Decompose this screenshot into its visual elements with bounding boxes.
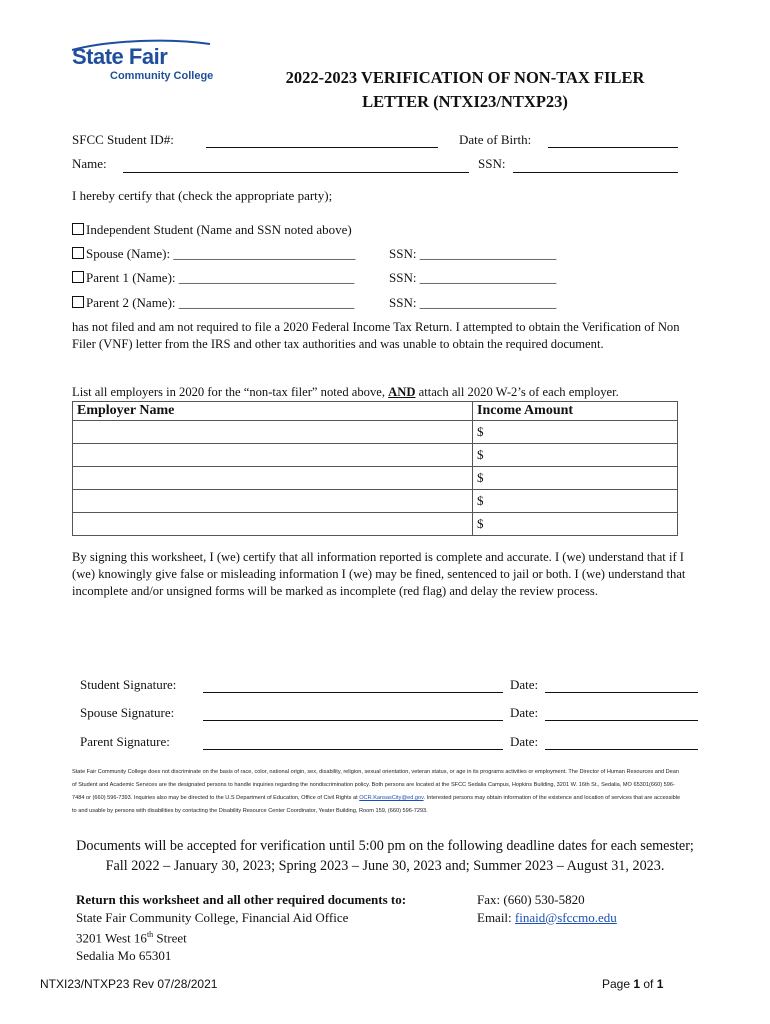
employer-name-cell[interactable] bbox=[73, 421, 473, 444]
parent-signature-label: Parent Signature: bbox=[80, 734, 170, 749]
college-logo-name: State Fair bbox=[72, 44, 168, 69]
parent-2-checkbox[interactable] bbox=[72, 296, 84, 308]
student-date-label: Date: bbox=[510, 677, 539, 692]
form-revision-id: NTXI23/NTXP23 Rev 07/28/2021 bbox=[40, 977, 218, 991]
ssn-label: SSN: bbox=[478, 156, 506, 171]
parent-2-ssn[interactable]: SSN: _____________________ bbox=[389, 295, 557, 310]
student-signature-field[interactable] bbox=[203, 692, 503, 693]
notice-part-1: State Fair Community College does not discriminate on the basis of race, color, national origin, sex, disability, religion, sexual orientation, veteran status, or age in its programs activities or employment. The Director of Human Resources and Dean of Student and Academic Services are the designated persons to handle inquiries regarding the nondiscrimination policy. Both persons are located at the SFCC Sedalia Campus, Hopkins Building, 3201 W. 16th St., Sedalia, MO 65301(660) 596-7484 or (660) 596-7393. Inquiries also may be directed to the U.S Department of Education, Office of Civil Rights at bbox=[72, 769, 680, 801]
employer-name-cell[interactable] bbox=[73, 467, 473, 490]
employer-name-cell[interactable] bbox=[73, 513, 473, 536]
parent-2-label: Parent 2 (Name): ___________________________ bbox=[86, 295, 355, 310]
email-label: Email: bbox=[477, 909, 515, 925]
employers-intro-before: List all employers in 2020 for the “non-tax filer” noted above, bbox=[72, 385, 389, 399]
page-num: 1 bbox=[633, 977, 641, 991]
table-row bbox=[73, 490, 678, 513]
ocr-email-link[interactable]: OCR.KansasCity@ed.gov bbox=[359, 795, 424, 801]
dob-field[interactable] bbox=[548, 147, 678, 148]
party-independent[interactable] bbox=[72, 222, 352, 238]
spouse-ssn[interactable]: SSN: _____________________ bbox=[389, 246, 557, 261]
deadline-line-2: Fall 2022 – January 30, 2023; Spring 2023 – June 30, 2023 and; Summer 2023 – August 31, 2023. bbox=[105, 858, 665, 874]
employers-intro-after: attach all 2020 W-2’s of each employer. bbox=[415, 385, 619, 399]
party-spouse[interactable] bbox=[72, 246, 355, 262]
parent-date-label: Date: bbox=[510, 734, 539, 749]
name-field[interactable] bbox=[123, 172, 469, 173]
street-pre: 3201 West 16 bbox=[76, 930, 147, 946]
notice-part-2: . Interested persons may obtain information of the existence and location of services that are accessible to and usable by persons with disabilities by contacting the Disability Resource Center Coordinator, Yeater Building, Room 159, (660) 596-7293. bbox=[72, 795, 681, 814]
spouse-checkbox[interactable] bbox=[72, 247, 84, 259]
parent-signature-field[interactable] bbox=[203, 749, 503, 750]
independent-checkbox[interactable] bbox=[72, 223, 84, 235]
income-amount-cell[interactable]: $ bbox=[473, 444, 678, 467]
table-row bbox=[73, 467, 678, 490]
document-title bbox=[230, 66, 700, 114]
spouse-signature-label: Spouse Signature: bbox=[80, 705, 175, 720]
party-parent-1[interactable] bbox=[72, 270, 354, 286]
page-pre: Page bbox=[602, 977, 634, 991]
table-header-row bbox=[73, 402, 678, 421]
independent-label: Independent Student (Name and SSN noted above) bbox=[86, 222, 352, 237]
dob-label: Date of Birth: bbox=[459, 132, 532, 147]
return-office: State Fair Community College, Financial Aid Office bbox=[76, 909, 349, 925]
title-line-2: LETTER (NTXI23/NTXP23) bbox=[362, 92, 568, 111]
employer-table bbox=[72, 401, 678, 536]
signing-paragraph: By signing this worksheet, I (we) certify that all information reported is complete and accurate. I (we) understand that if I (we) knowingly give false or misleading information I (we) may be fined, sentenced to jail or both. I (we) understand that incomplete and/or unsigned forms will be marked as incomplete (red flag) and delay the review process. bbox=[72, 550, 686, 598]
student-signature-label: Student Signature: bbox=[80, 677, 177, 692]
spouse-date-label: Date: bbox=[510, 705, 539, 720]
spouse-date-field[interactable] bbox=[545, 720, 698, 721]
return-street bbox=[76, 926, 406, 947]
employer-name-cell[interactable] bbox=[73, 444, 473, 467]
employer-name-header: Employer Name bbox=[73, 402, 473, 421]
income-amount-cell[interactable]: $ bbox=[473, 421, 678, 444]
student-date-field[interactable] bbox=[545, 692, 698, 693]
spouse-label: Spouse (Name): ____________________________ bbox=[86, 246, 356, 261]
name-label: Name: bbox=[72, 156, 107, 171]
return-heading: Return this worksheet and all other required documents to: bbox=[76, 892, 407, 907]
parent-1-ssn[interactable]: SSN: _____________________ bbox=[389, 270, 557, 285]
fax-number: Fax: (660) 530-5820 bbox=[477, 892, 585, 907]
employers-intro bbox=[72, 384, 682, 401]
student-id-field[interactable] bbox=[206, 147, 438, 148]
table-row bbox=[73, 421, 678, 444]
parent-date-field[interactable] bbox=[545, 749, 698, 750]
income-amount-cell[interactable]: $ bbox=[473, 513, 678, 536]
page-total: 1 bbox=[656, 977, 664, 991]
email-line bbox=[477, 909, 617, 927]
finaid-email-link[interactable]: finaid@sfccmo.edu bbox=[514, 909, 617, 925]
employer-name-cell[interactable] bbox=[73, 490, 473, 513]
return-address bbox=[76, 891, 406, 964]
street-sup: th bbox=[146, 930, 154, 939]
certify-text: I hereby certify that (check the appropriate party); bbox=[72, 188, 333, 203]
college-logo-subtitle: Community College bbox=[110, 70, 214, 82]
table-row bbox=[73, 513, 678, 536]
ssn-field[interactable] bbox=[513, 172, 678, 173]
nondiscrimination-notice bbox=[72, 766, 682, 818]
deadline-notice bbox=[40, 836, 730, 876]
deadline-line-1: Documents will be accepted for verification until 5:00 pm on the following deadline dates for each semester; bbox=[76, 838, 694, 854]
student-id-label: SFCC Student ID#: bbox=[72, 132, 174, 147]
table-row bbox=[73, 444, 678, 467]
income-amount-cell[interactable]: $ bbox=[473, 467, 678, 490]
contact-info bbox=[477, 891, 617, 926]
party-parent-2[interactable] bbox=[72, 295, 354, 311]
street-post: Street bbox=[153, 930, 187, 946]
page-number bbox=[602, 977, 663, 991]
spouse-signature-field[interactable] bbox=[203, 720, 503, 721]
not-filed-paragraph: has not filed and am not required to file a 2020 Federal Income Tax Return. I attempted to obtain the Verification of Non Filer (VNF) letter from the IRS and other tax authorities and was unable to obtain the required document. bbox=[72, 320, 680, 351]
page-mid: of bbox=[640, 977, 657, 991]
income-amount-cell[interactable]: $ bbox=[473, 490, 678, 513]
return-city: Sedalia Mo 65301 bbox=[76, 947, 172, 963]
income-amount-header: Income Amount bbox=[473, 402, 678, 421]
employers-intro-emph: AND bbox=[388, 385, 416, 399]
parent-1-label: Parent 1 (Name): ___________________________ bbox=[86, 270, 355, 285]
parent-1-checkbox[interactable] bbox=[72, 271, 84, 283]
title-line-1: 2022-2023 VERIFICATION OF NON-TAX FILER bbox=[285, 68, 645, 87]
